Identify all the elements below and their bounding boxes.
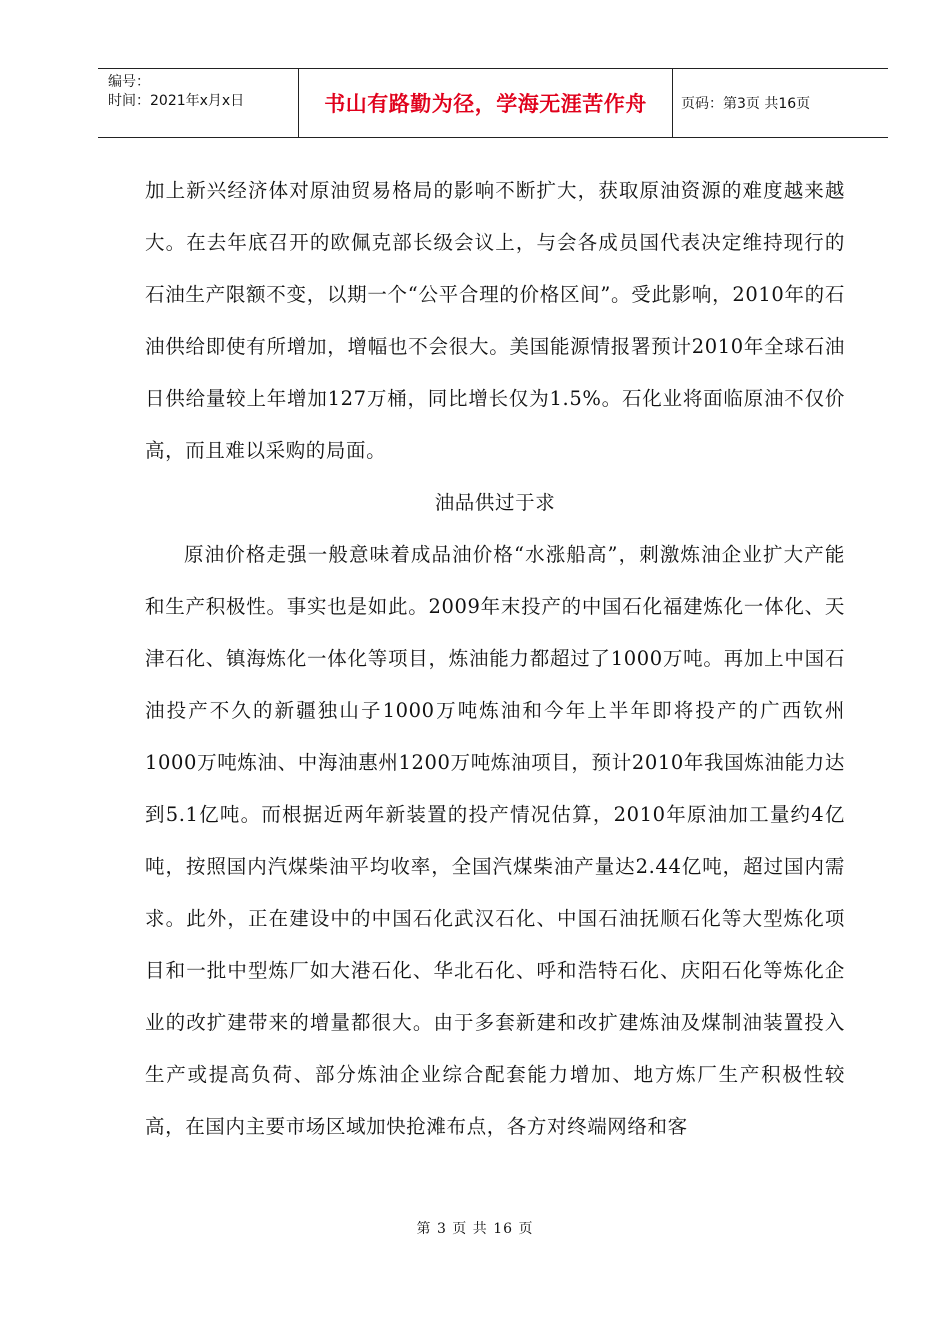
document-body	[145, 165, 845, 1153]
time-label: 时间：2021年x月x日	[108, 93, 245, 109]
paragraph-1: 加上新兴经济体对原油贸易格局的影响不断扩大，获取原油资源的难度越来越大。在去年底召开的欧佩克部长级会议上，与会各成员国代表决定维持现行的石油生产限额不变，以期一个“公平合理的价格区间”。受此影响，2010年的石油供给即使有所增加，增幅也不会很大。美国能源情报署预计2010年全球石油日供给量较上年增加127万桶，同比增长仅为1.5%。石化业将面临原油不仅价高，而且难以采购的局面。	[145, 179, 845, 462]
header-page-info: 页码：第3页 共16页	[681, 96, 811, 112]
header-slogan: 书山有路勤为径，学海无涯苦作舟	[299, 69, 673, 137]
paragraph-2: 原油价格走强一般意味着成品油价格“水涨船高”，刺激炼油企业扩大产能和生产积极性。事实也是如此。2009年末投产的中国石化福建炼化一体化、天津石化、镇海炼化一体化等项目，炼油能力都超过了1000万吨。再加上中国石油投产不久的新疆独山子1000万吨炼油和今年上半年即将投产的广西钦州1000万吨炼油、中海油惠州1200万吨炼油项目，预计2010年我国炼油能力达到5.1亿吨。而根据近两年新装置的投产情况估算，2010年原油加工量约4亿吨，按照国内汽煤柴油平均收率，全国汽煤柴油产量达2.44亿吨，超过国内需求。此外，正在建设中的中国石化武汉石化、中国石油抚顺石化等大型炼化项目和一批中型炼厂如大港石化、华北石化、呼和浩特石化、庆阳石化等炼化企业的改扩建带来的增量都很大。由于多套新建和改扩建炼油及煤制油装置投入生产或提高负荷、部分炼油企业综合配套能力增加、地方炼厂生产积极性较高，在国内主要市场区域加快抢滩布点，各方对终端网络和客	[145, 543, 845, 1138]
header-meta	[98, 69, 299, 137]
page-footer: 第 3 页 共 16 页	[416, 1221, 534, 1237]
page-header	[98, 68, 888, 138]
serial-label: 编号：	[108, 74, 150, 90]
section-heading: 油品供过于求	[434, 491, 556, 514]
